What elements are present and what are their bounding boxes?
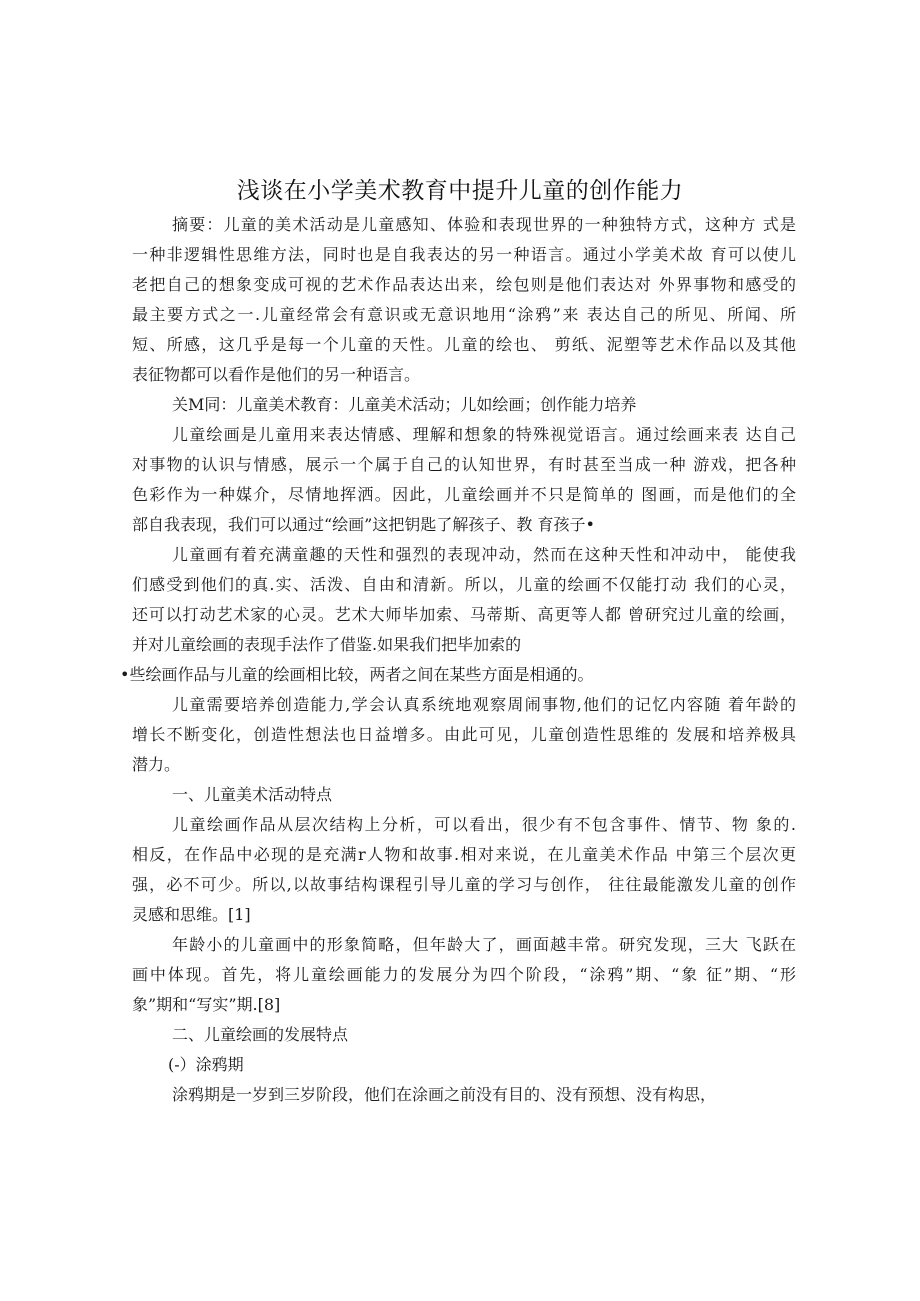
text-line: 象”期和“写实”期.[8] bbox=[132, 995, 281, 1014]
text-line: 画中体现。首先，将儿童绘画能力的发展分为四个阶段，“涂鸦”期、“象 征”期、“形 bbox=[132, 965, 796, 984]
text-line: 表征物都可以看作是他们的另一种语言。 bbox=[132, 365, 421, 384]
text-line: 灵感和思维。[1] bbox=[132, 905, 251, 924]
paragraph-heading bbox=[132, 780, 796, 810]
text-line: 们感受到他们的真.实、活泼、自由和清新。所以，儿童的绘画不仅能打动 我们的心灵， bbox=[132, 575, 796, 594]
paragraph-heading bbox=[132, 1020, 796, 1050]
document-body bbox=[120, 210, 796, 1110]
paragraph-abstract bbox=[132, 210, 796, 390]
paragraph-body bbox=[132, 420, 796, 540]
text-line: 潜力。 bbox=[132, 755, 181, 774]
text-line: 并对儿童绘画的表现手法作了借鉴.如果我们把毕加索的 bbox=[132, 635, 522, 654]
text-line: •些绘画作品与儿童的绘画相比较，两者之间在某些方面是相通的。 bbox=[120, 665, 594, 684]
text-line: 还可以打动艺术家的心灵。艺术大师毕加索、马蒂斯、高更等人都 曾研究过儿童的绘画， bbox=[132, 605, 796, 624]
text-line: 最主要方式之一.儿童经常会有意识或无意识地用“涂鸦”来 表达自己的所见、所闻、所 bbox=[132, 305, 796, 324]
text-line: 部自我表现，我们可以通过“绘画”这把钥匙了解孩子、教 育孩子• bbox=[132, 515, 595, 534]
text-line: (-）涂鸦期 bbox=[168, 1055, 244, 1074]
text-line: 儿童绘画作品从层次结构上分析，可以看出，很少有不包含事件、情节、物 象的. bbox=[172, 815, 796, 834]
paragraph-keywords bbox=[132, 390, 796, 420]
text-line: 强，必不可少。所以,以故事结构课程引导儿童的学习与创作， 往往最能激发儿童的创作 bbox=[132, 875, 796, 894]
text-line: 摘要：儿童的美术活动是儿童感知、体验和表现世界的一种独特方式，这种方 式是 bbox=[172, 215, 796, 234]
paragraph-subheading bbox=[132, 1050, 796, 1080]
text-line: 老把自己的想象变成可视的艺术作品表达出来，绘包则是他们表达对 外界事物和感受的 bbox=[132, 275, 796, 294]
text-line: 儿童画有着充满童趣的天性和强烈的表现冲动，然而在这种天性和冲动中， 能使我 bbox=[172, 545, 796, 564]
text-line: 一种非逻辑性思维方法，同时也是自我表达的另一种语言。通过小学美术故 育可以使儿 bbox=[132, 245, 796, 264]
paragraph-body bbox=[132, 1080, 796, 1110]
text-line: 儿童需要培养创造能力,学会认真系统地观察周闹事物,他们的记忆内容随 着年龄的 bbox=[172, 695, 796, 714]
paragraph-body bbox=[132, 690, 796, 780]
text-line: 相反，在作品中必现的是充满r人物和故事.相对来说，在儿童美术作品 中第三个层次更 bbox=[132, 845, 796, 864]
paragraph-body bbox=[132, 540, 796, 660]
text-line: 短、所感，这几乎是每一个儿童的天性。儿童的绘也、 剪纸、泥塑等艺术作品以及其他 bbox=[132, 335, 796, 354]
paragraph-bullet bbox=[120, 660, 796, 690]
text-line: 涂鸦期是一岁到三岁阶段，他们在涂画之前没有目的、没有预想、没有构思， bbox=[172, 1085, 717, 1104]
paragraph-body bbox=[132, 930, 796, 1020]
text-line: 儿童绘画是儿童用来表达情感、理解和想象的特殊视觉语言。通过绘画来表 达自己 bbox=[172, 425, 796, 444]
text-line: 色彩作为一种媒介，尽情地挥洒。因此，儿童绘画并不只是简单的 图画，而是他们的全 bbox=[132, 485, 796, 504]
text-line: 二、儿童绘画的发展特点 bbox=[172, 1025, 349, 1044]
document-title: 浅谈在小学美术教育中提升儿童的创作能力 bbox=[236, 178, 684, 204]
text-line: 关M同：儿童美术教育：儿童美术活动；儿如绘画；创作能力培养 bbox=[172, 395, 637, 414]
text-line: 对事物的认识与情感，展示一个属于自己的认知世界，有时甚至当成一种 游戏，把各种 bbox=[132, 455, 796, 474]
text-line: 增长不断变化，创造性想法也日益增多。由此可见，儿童创造性思维的 发展和培养极具 bbox=[132, 725, 796, 744]
text-line: 年龄小的儿童画中的形象简略，但年龄大了，画面越丰常。研究发现，三大 飞跃在 bbox=[172, 935, 796, 954]
text-line: 一、儿童美术活动特点 bbox=[172, 785, 333, 804]
paragraph-body bbox=[132, 810, 796, 930]
